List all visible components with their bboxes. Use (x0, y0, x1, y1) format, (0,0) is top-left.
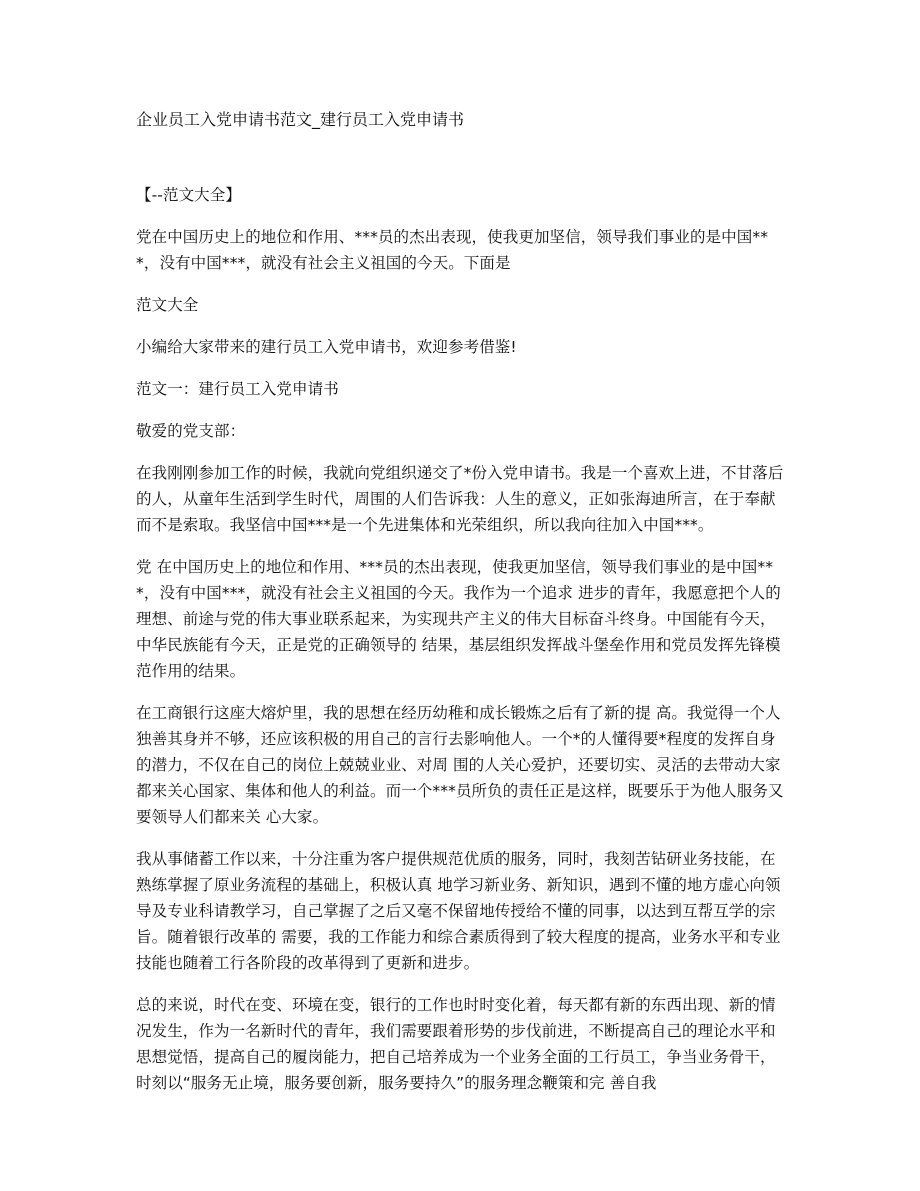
paragraph-sample-heading: 范文一：建行员工入党申请书 (136, 380, 339, 398)
paragraph-body-1: 在我刚刚参加工作的时候，我就向党组织递交了*份入党申请书。我是一个喜欢上进，不甘落后的人，从童年生活到学生时代，周围的人们告诉我：人生的意义，正如张海迪所言，在于奉献而不是索取。我坚信中国***是一个先进集体和光荣组织，所以我向往加入中国***。 (136, 464, 784, 534)
document-title: 企业员工入党申请书范文_建行员工入党申请书 (136, 110, 465, 129)
paragraph-body-5: 总的来说，时代在变、环境在变，银行的工作也时时变化着，每天都有新的东西出现、新的情况发生，作为一名新时代的青年，我们需要跟着形势的步伐前进，不断提高自己的理论水平和 思想觉悟，提高自己的履岗能力，把自己培养成为一个业务全面的工行员工，争当业务骨干，时刻以“服务无止境，服务要创新，服务要持久”的服务理念鞭策和完 善自我 (136, 996, 776, 1092)
paragraph-intro: 党在中国历史上的地位和作用、***员的杰出表现，使我更加坚信，领导我们事业的是中国***，没有中国***，就没有社会主义祖国的今天。下面是 (136, 228, 769, 272)
paragraph-body-4: 我从事储蓄工作以来，十分注重为客户提供规范优质的服务，同时，我刻苦钻研业务技能，在熟练掌握了原业务流程的基础上，积极认真 地学习新业务、新知识，遇到不懂的地方虚心向领导及专业科请教学习，自己掌握了之后又毫不保留地传授给不懂的同事，以达到互帮互学的宗旨。随着银行改革的 需要，我的工作能力和综合素质得到了较大程度的提高，业务水平和专业技能也随着工行各阶段的改革得到了更新和进步。 (136, 850, 781, 972)
paragraph-editor-note: 小编给大家带来的建行员工入党申请书，欢迎参考借鉴! (136, 338, 517, 356)
paragraph-source-tag: 【--范文大全】 (136, 186, 241, 204)
paragraph-body-3: 在工商银行这座大熔炉里，我的思想在经历幼稚和成长锻炼之后有了新的提 高。我觉得一个人独善其身并不够，还应该积极的用自己的言行去影响他人。一个*的人懂得要*程度的发挥自身的潜力，不仅在自己的岗位上兢兢业业、对周 围的人关心爱护，还要切实、灵活的去带动大家都来关心国家、集体和他人的利益。而一个***员所负的责任正是这样，既要乐于为他人服务又要领导人们都来关 心大家。 (136, 704, 784, 826)
document-body (136, 182, 786, 1112)
paragraph-category: 范文大全 (136, 296, 199, 314)
paragraph-salutation: 敬爱的党支部： (136, 422, 246, 440)
paragraph-body-2: 党 在中国历史上的地位和作用、***员的杰出表现，使我更加坚信，领导我们事业的是中国***，没有中国***，就没有社会主义祖国的今天。我作为一个追求 进步的青年，我愿意把个人的理想、前途与党的伟大事业联系起来，为实现共产主义的伟大目标奋斗终身。中国能有今天，中华民族能有今天，正是党的正确领导的 结果，基层组织发挥战斗堡垒作用和党员发挥先锋模范作用的结果。 (136, 558, 781, 680)
